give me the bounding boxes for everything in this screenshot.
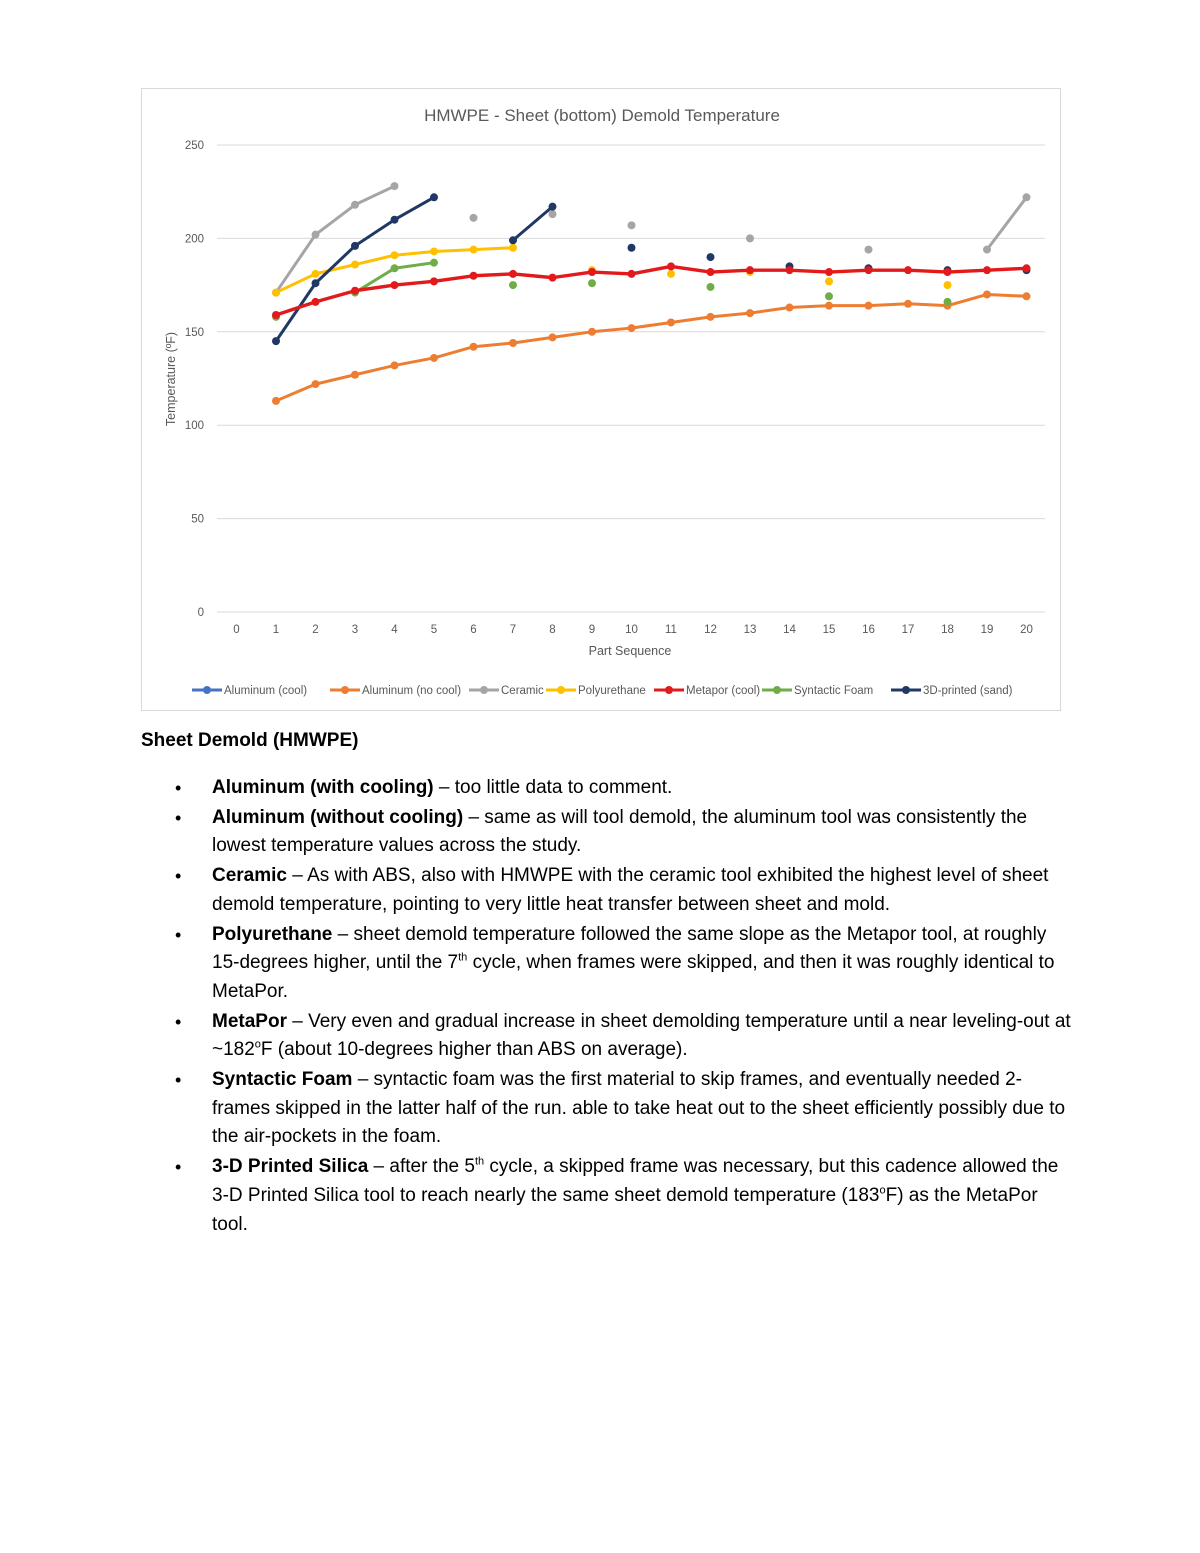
data-point <box>470 214 478 222</box>
note-label: Polyurethane <box>212 923 333 945</box>
data-point <box>904 300 912 308</box>
data-point <box>391 264 399 272</box>
data-point <box>430 354 438 362</box>
x-tick-label: 16 <box>862 624 875 636</box>
notes-list <box>141 774 1071 1239</box>
note-text: cycle, a skipped frame was necessary, but this cadence allowed the 3-D Printed Silica tool to reach nearly the same sheet demold temperature (183 <box>212 1156 1059 1206</box>
data-point <box>272 311 280 319</box>
data-point <box>667 318 675 326</box>
x-tick-label: 20 <box>1020 624 1033 636</box>
note-text: – sheet demold temperature followed the same slope as the Metapor tool, at roughly 15-degrees higher, until the 7 <box>212 923 1047 974</box>
data-point <box>509 244 517 252</box>
x-tick-label: 13 <box>743 624 757 636</box>
y-axis-label: Temperature (ºF) <box>164 331 178 427</box>
legend-label: Metapor (cool) <box>686 685 761 697</box>
chart-container <box>141 88 1061 711</box>
legend-swatch-marker <box>341 686 349 694</box>
x-tick-label: 1 <box>272 624 280 636</box>
note-ceramic <box>141 862 1071 919</box>
note-superscript: o <box>254 1039 261 1051</box>
data-point <box>351 261 359 269</box>
data-point <box>825 302 833 310</box>
data-point <box>944 298 952 306</box>
x-tick-label: 10 <box>625 624 638 636</box>
data-point <box>865 246 873 254</box>
data-point <box>1023 193 1031 201</box>
note-syntactic-foam <box>141 1066 1071 1152</box>
data-point <box>312 380 320 388</box>
note-3d-printed-silica <box>141 1153 1071 1239</box>
x-tick-label: 19 <box>980 624 994 636</box>
note-text: cycle, when frames were skipped, and then it was roughly identical to MetaPor. <box>212 952 1055 1002</box>
legend-swatch-marker <box>902 686 910 694</box>
data-point <box>746 234 754 242</box>
data-point <box>470 246 478 254</box>
y-tick-label: 250 <box>184 140 204 152</box>
note-label: MetaPor <box>212 1010 287 1032</box>
note-label: Aluminum (with cooling) <box>212 777 434 798</box>
x-tick-label: 14 <box>783 624 796 636</box>
bullet-icon: • <box>175 778 182 798</box>
note-text: – syntactic foam was the first material to skip frames, and eventually needed 2-frames skipped in the latter half of the run. able to take heat out to the sheet efficiently possibly due to the air-pockets in the foam. <box>212 1069 1066 1148</box>
data-point <box>707 253 715 261</box>
note-text: – after the 5 <box>368 1156 475 1178</box>
note-text: – Very even and gradual increase in sheet demolding temperature until a near leveling-out at ~182 <box>212 1010 1071 1061</box>
note-polyurethane <box>141 921 1071 1007</box>
data-point <box>391 281 399 289</box>
data-point <box>588 279 596 287</box>
data-point <box>312 279 320 287</box>
legend-label: Aluminum (no cool) <box>362 685 462 697</box>
x-axis-label: Part Sequence <box>588 644 672 658</box>
x-tick-label: 4 <box>391 624 398 636</box>
x-tick-label: 3 <box>351 624 359 636</box>
data-point <box>470 343 478 351</box>
note-superscript: o <box>879 1184 886 1197</box>
legend-swatch-marker <box>203 686 211 694</box>
note-metapor <box>141 1008 1071 1065</box>
data-point <box>667 270 675 278</box>
note-text: – too little data to comment. <box>433 777 673 798</box>
data-point <box>825 277 833 285</box>
data-point <box>707 268 715 276</box>
data-point <box>549 210 557 218</box>
x-tick-label: 12 <box>704 624 717 636</box>
series-line <box>276 294 1027 400</box>
series-line <box>276 197 434 341</box>
x-tick-label: 7 <box>509 624 517 636</box>
data-point <box>707 283 715 291</box>
data-point <box>588 328 596 336</box>
y-tick-label: 200 <box>184 233 204 246</box>
y-tick-label: 0 <box>197 607 204 619</box>
data-point <box>430 277 438 285</box>
chart-title: HMWPE - Sheet (bottom) Demold Temperature <box>424 106 780 125</box>
section-heading: Sheet Demold (HMWPE) <box>141 730 359 751</box>
data-point <box>312 298 320 306</box>
data-point <box>628 324 636 332</box>
data-point <box>944 281 952 289</box>
data-point <box>865 302 873 310</box>
data-point <box>786 266 794 274</box>
document-body <box>141 730 1071 1240</box>
data-point <box>391 361 399 369</box>
x-tick-label: 18 <box>941 624 954 636</box>
legend-label: Ceramic <box>501 685 544 697</box>
note-label: Ceramic <box>212 865 287 887</box>
series-line <box>987 197 1027 249</box>
legend-swatch-marker <box>773 686 781 694</box>
data-point <box>1023 264 1031 272</box>
data-point <box>1023 292 1031 300</box>
note-text: – same as will tool demold, the aluminum tool was consistently the lowest temperature values across the study. <box>212 806 1028 857</box>
data-point <box>312 270 320 278</box>
data-point <box>430 259 438 267</box>
legend-label: 3D-printed (sand) <box>923 685 1013 697</box>
data-point <box>351 242 359 250</box>
legend-label: Syntactic Foam <box>794 685 874 697</box>
x-tick-label: 17 <box>901 624 915 636</box>
bullet-icon: • <box>175 1070 182 1091</box>
legend-label: Polyurethane <box>578 685 646 697</box>
series-line <box>276 266 1027 315</box>
data-point <box>549 274 557 282</box>
data-point <box>549 203 557 211</box>
data-point <box>509 270 517 278</box>
data-point <box>549 333 557 341</box>
data-point <box>825 268 833 276</box>
note-label: 3-D Printed Silica <box>212 1156 369 1178</box>
legend-label: Aluminum (cool) <box>224 685 308 697</box>
note-text: F (about 10-degrees higher than ABS on average). <box>260 1039 688 1061</box>
data-point <box>628 221 636 229</box>
y-tick-label: 150 <box>184 326 204 339</box>
series-syntactic-foam <box>272 259 952 321</box>
data-point <box>351 371 359 379</box>
series-ceramic <box>272 182 1031 296</box>
data-point <box>272 289 280 297</box>
data-point <box>667 262 675 270</box>
series-line <box>276 186 395 292</box>
note-label: Aluminum (without cooling) <box>212 806 464 828</box>
legend-swatch-marker <box>480 686 488 694</box>
legend-swatch-marker <box>557 686 565 694</box>
y-tick-label: 100 <box>184 420 204 433</box>
bullet-icon: • <box>175 1157 182 1178</box>
data-point <box>391 182 399 190</box>
bullet-icon: • <box>175 807 182 828</box>
data-point <box>707 313 715 321</box>
note-aluminum-no-cooling <box>141 804 1071 861</box>
note-text: – As with ABS, also with HMWPE with the ceramic tool exhibited the highest level of sheet demold temperature, pointing to very little heat transfer between sheet and mold. <box>212 865 1049 915</box>
data-point <box>391 216 399 224</box>
series-line <box>513 207 553 241</box>
data-point <box>430 247 438 255</box>
bullet-icon: • <box>175 924 182 945</box>
data-point <box>391 251 399 259</box>
x-tick-label: 9 <box>588 624 596 636</box>
data-point <box>312 231 320 239</box>
data-point <box>944 268 952 276</box>
legend-swatch-marker <box>665 686 673 694</box>
data-point <box>746 309 754 317</box>
data-point <box>351 201 359 209</box>
x-tick-label: 8 <box>549 624 556 636</box>
data-point <box>509 236 517 244</box>
series-metapor-cool- <box>272 262 1031 319</box>
chart-legend <box>192 685 1013 697</box>
y-tick-label: 50 <box>191 513 204 526</box>
data-point <box>628 244 636 252</box>
x-tick-label: 5 <box>430 624 438 636</box>
note-aluminum-cooling <box>141 774 1071 803</box>
x-tick-label: 6 <box>470 624 477 636</box>
data-point <box>825 292 833 300</box>
bullet-icon: • <box>175 866 182 887</box>
data-point <box>983 290 991 298</box>
data-point <box>588 268 596 276</box>
data-point <box>904 266 912 274</box>
data-point <box>272 337 280 345</box>
data-point <box>509 339 517 347</box>
x-tick-label: 11 <box>665 624 677 636</box>
data-point <box>272 397 280 405</box>
demold-temperature-chart <box>142 89 1062 712</box>
note-label: Syntactic Foam <box>212 1069 353 1091</box>
data-point <box>786 304 794 312</box>
data-point <box>746 266 754 274</box>
series-aluminum-no-cool- <box>272 290 1031 404</box>
x-tick-label: 0 <box>233 624 240 636</box>
data-point <box>509 281 517 289</box>
note-superscript: th <box>458 951 468 964</box>
data-point <box>351 287 359 295</box>
data-point <box>430 193 438 201</box>
x-tick-label: 2 <box>312 624 319 636</box>
data-point <box>865 266 873 274</box>
data-point <box>628 270 636 278</box>
note-text: F) as the MetaPor tool. <box>212 1184 1038 1235</box>
bullet-icon: • <box>175 1011 182 1032</box>
data-point <box>470 272 478 280</box>
note-superscript: th <box>474 1155 485 1168</box>
data-point <box>983 246 991 254</box>
data-point <box>983 266 991 274</box>
x-tick-label: 15 <box>822 624 836 636</box>
